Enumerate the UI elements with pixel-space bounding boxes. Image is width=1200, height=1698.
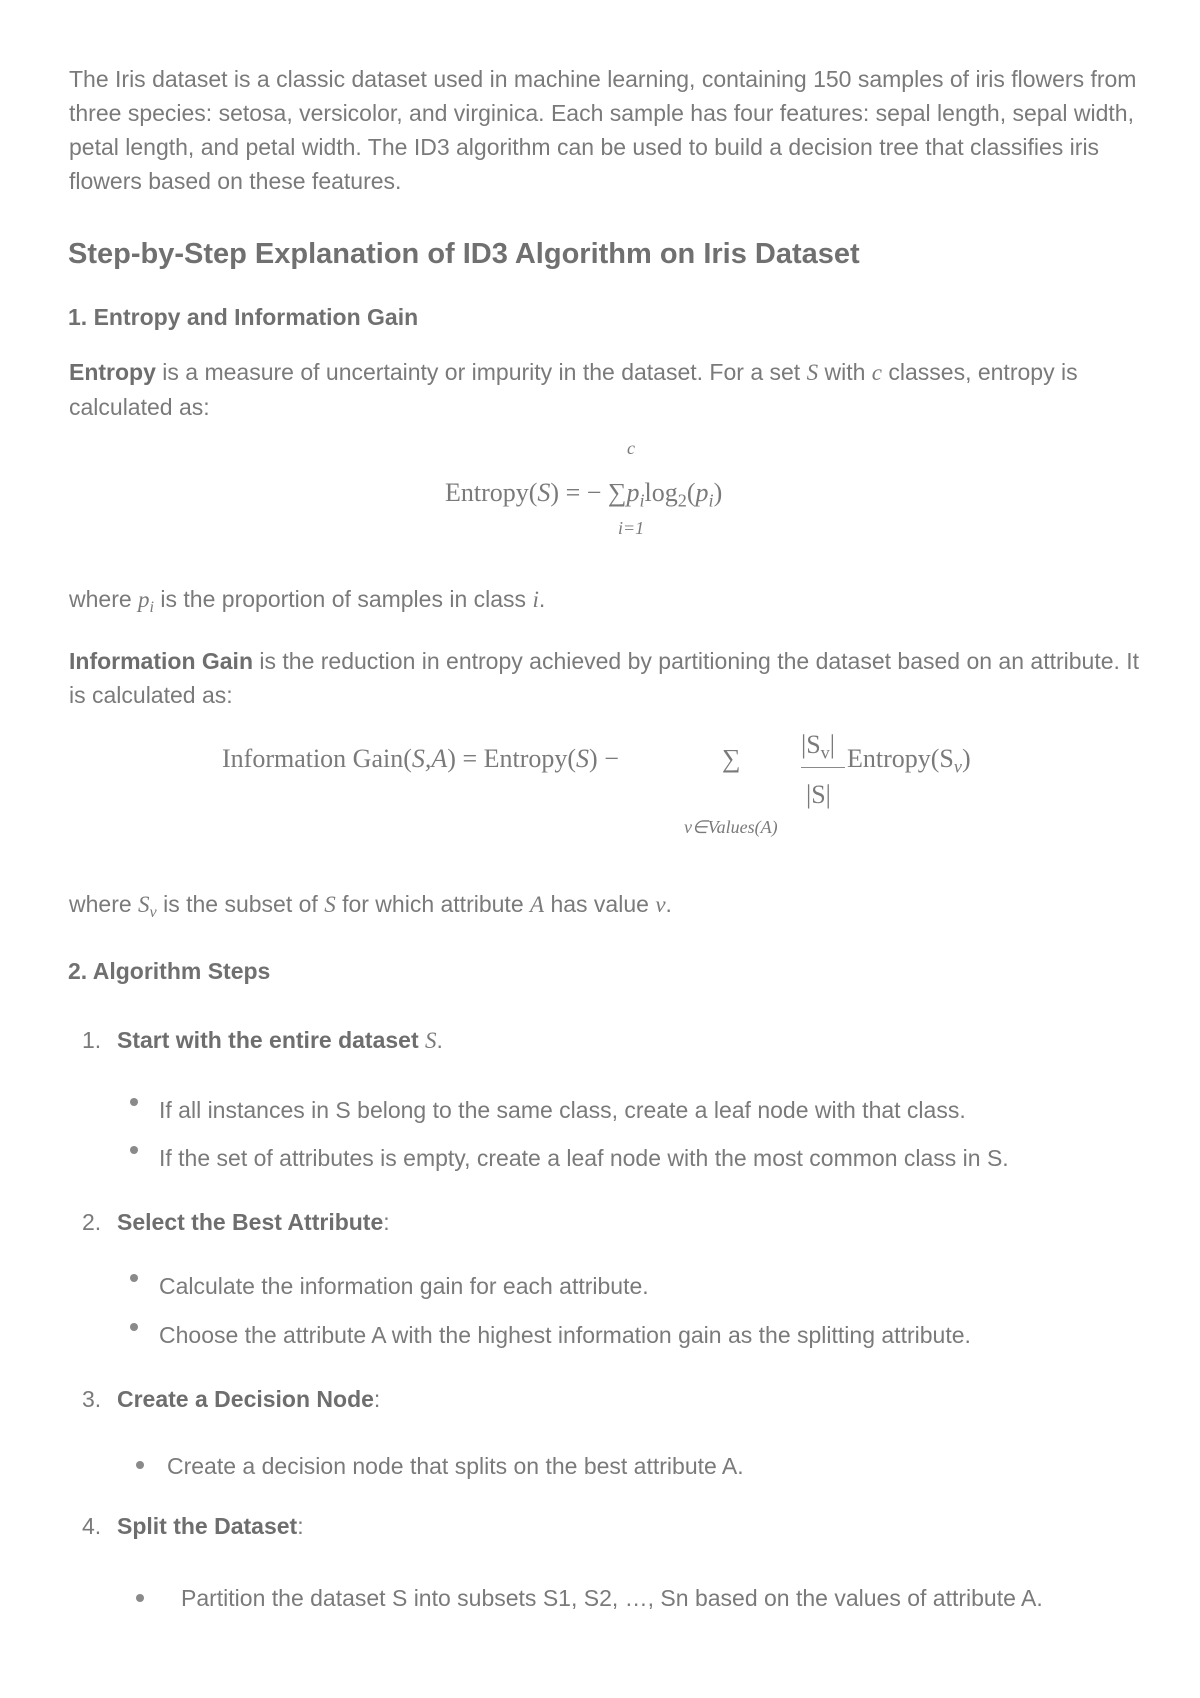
sum-lower-limit: i=1 (618, 518, 645, 538)
ig-minus: ) − (589, 744, 619, 773)
step-title-1-suffix: . (436, 1027, 443, 1053)
step-2-bullet-1: Calculate the information gain for each attribute. (159, 1273, 649, 1299)
section-heading: Step-by-Step Explanation of ID3 Algorithm on Iris Dataset (68, 238, 860, 270)
bullet-dot (136, 1594, 144, 1602)
math-S-v (138, 892, 157, 921)
i-sub: i (639, 490, 645, 511)
math-var-c: c (871, 360, 882, 385)
entropy-formula-var: S (537, 478, 551, 507)
entropy-term: Entropy (69, 359, 156, 385)
intro-paragraph: The Iris dataset is a classic dataset used in machine learning, containing 150 samples of iris flowers from three species: setosa, versicolor, and virginica. Each sample has four features: sepal length, sepal width, petal length, and petal width. The ID3 algorithm can be used to build a decision tree that classifies iris flowers based on these features. (69, 66, 1137, 194)
entropy-def-text-b: with (818, 359, 872, 385)
ig-sum-sign: ∑ (722, 744, 741, 773)
entropy-formula-lhs: Entropy( (445, 478, 538, 507)
step-title-2 (117, 1209, 390, 1236)
step-title-4-suffix: : (297, 1513, 304, 1539)
ig-fraction-denominator: |S| (806, 780, 831, 809)
where-pi-c: . (538, 586, 546, 612)
step-title-4-text: Split the Dataset (117, 1513, 298, 1539)
fraction-bar (801, 767, 845, 768)
step-title-1-S: S (425, 1028, 437, 1053)
bullet-dot (130, 1323, 138, 1331)
subsection-title-entropy: 1. Entropy and Information Gain (68, 304, 419, 330)
step-3-bullet-1: Create a decision node that splits on the best attribute A. (167, 1453, 744, 1479)
bullet-dot (136, 1461, 144, 1469)
step-title-2-text: Select the Best Attribute (117, 1209, 384, 1235)
ig-ent-close: ) (961, 744, 971, 773)
math-p-i (138, 587, 155, 616)
p-var: p (626, 478, 640, 507)
step-title-3-suffix: : (373, 1386, 381, 1412)
math-var-S: S (806, 360, 819, 385)
where-pi-b: is the proportion of samples in class (154, 586, 533, 612)
step-title-3-text: Create a Decision Node (117, 1386, 374, 1412)
step-title-1 (117, 1027, 443, 1054)
math-v-sub: v (149, 903, 157, 921)
where-sv-text (69, 887, 1144, 930)
bullet-dot (130, 1146, 138, 1154)
i-sub-2: i (708, 490, 714, 511)
ig-eq: ) = Entropy( (447, 744, 577, 773)
step-1-bullet-1: If all instances in S belong to the same class, create a leaf node with that class. (159, 1097, 966, 1123)
step-number: 1. (82, 1027, 102, 1053)
step-title-2-suffix: : (383, 1209, 390, 1235)
step-2-bullet-2: Choose the attribute A with the highest information gain as the splitting attribute. (159, 1322, 971, 1348)
paren-open: ( (686, 478, 696, 507)
bullet-dot (130, 1274, 138, 1282)
math-i-sub: i (149, 598, 155, 616)
ig-ent: Entropy(S (847, 744, 954, 773)
entropy-formula-main (445, 478, 722, 511)
ig-sum-under: v∈Values(A) (684, 817, 778, 837)
log-base: 2 (677, 490, 687, 511)
sum-sign: ∑ (607, 478, 627, 507)
step-title-1-text: Start with the entire dataset (117, 1027, 419, 1053)
bullet-dot (130, 1098, 138, 1106)
where-sv-d: has value (544, 891, 656, 917)
ig-num-close: | (829, 730, 835, 759)
step-number: 4. (82, 1513, 102, 1539)
information-gain-def: is the reduction in entropy achieved by partitioning the dataset based on an attribute. It is calculated as: (69, 648, 1140, 708)
ig-lhs: Information Gain( (222, 744, 412, 773)
step-title-4 (117, 1513, 304, 1540)
step-number: 2. (82, 1209, 102, 1235)
math-p: p (138, 587, 150, 612)
step-4-bullet-1: Partition the dataset S into subsets S1, S2, …, Sn based on the values of attribute A. (181, 1585, 1043, 1611)
step-title-3 (117, 1386, 380, 1413)
where-sv-c: for which attribute (335, 891, 530, 917)
where-pi-a: where (69, 586, 139, 612)
math-A: A (530, 892, 545, 917)
entropy-formula-eq: ) = − (550, 478, 602, 507)
step-number: 3. (82, 1386, 102, 1412)
ig-ent-sub: v (953, 756, 962, 777)
information-gain-term: Information Gain (69, 648, 253, 674)
ig-fraction-numerator (801, 730, 835, 763)
entropy-definition (69, 355, 1144, 424)
ig-formula-lhs (222, 744, 619, 774)
math-S-2: S (324, 892, 336, 917)
sum-upper-limit: c (627, 438, 635, 458)
log-fn: log (644, 478, 678, 507)
entropy-def-text-a: is a measure of uncertainty or impurity in the dataset. For a set (155, 359, 807, 385)
math-S: S (138, 892, 150, 917)
p-var-2: p (695, 478, 709, 507)
where-pi-text (69, 582, 1144, 625)
ig-entropy-sv (847, 744, 971, 777)
information-gain-definition (69, 644, 1144, 712)
subsection-title-algorithm-steps: 2. Algorithm Steps (68, 958, 271, 984)
ig-S: S (576, 744, 590, 773)
math-v: v (655, 892, 666, 917)
where-sv-b: is the subset of (156, 891, 325, 917)
ig-num: |S (801, 730, 821, 759)
entropy-def-text-c: classes, entropy is calculated as: (69, 359, 1078, 420)
math-i: i (532, 587, 539, 612)
step-1-bullet-2: If the set of attributes is empty, create a leaf node with the most common class in S. (159, 1145, 1009, 1171)
where-sv-e: . (665, 891, 672, 917)
ig-num-sub: v (820, 742, 830, 763)
ig-vars: S,A (411, 744, 448, 773)
where-sv-a: where (69, 891, 139, 917)
paren-close: ) (713, 478, 723, 507)
